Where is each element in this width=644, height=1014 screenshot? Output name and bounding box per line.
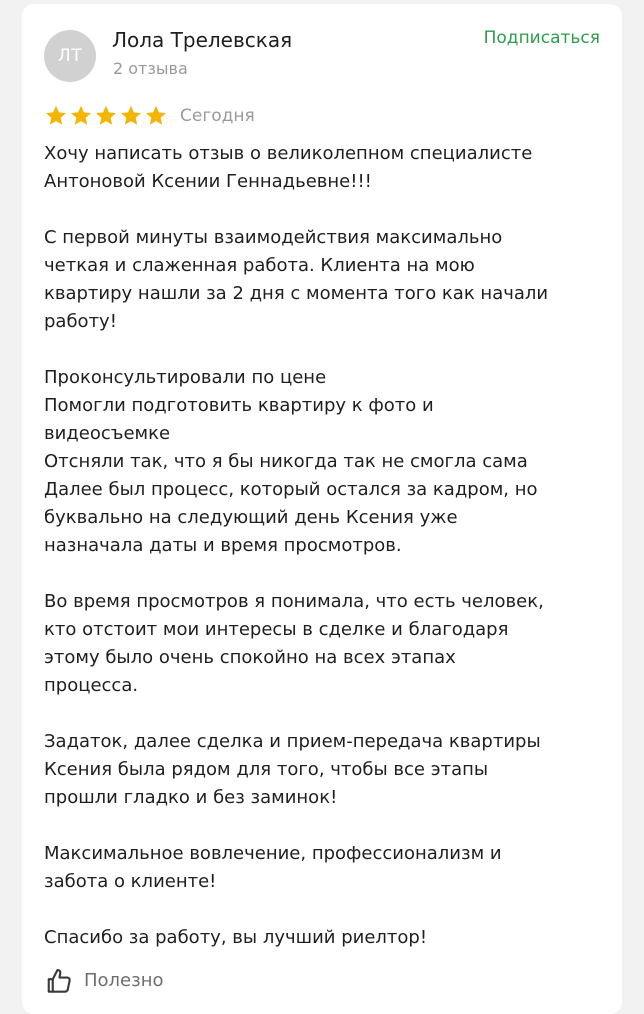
rating-stars (44, 104, 168, 128)
review-paragraph: С первой минуты взаимодействия максимально четкая и слаженная работа. Клиента на мою квартиру нашли за 2 дня с момента того как начали работу! (44, 227, 549, 332)
star-icon (44, 104, 68, 128)
review-paragraph: Максимальное вовлечение, профессионализм и забота о клиенте! (44, 843, 502, 892)
useful-button[interactable] (44, 966, 163, 996)
star-icon (69, 104, 93, 128)
thumbs-up-icon (44, 966, 74, 996)
useful-label: Полезно (84, 970, 164, 991)
review-paragraph: Хочу написать отзыв о великолепном специалисте Антоновой Ксении Геннадьевне!!! (44, 143, 533, 192)
review-paragraph: Во время просмотров я понимала, что есть человек, кто отстоит мои интересы в сделке и благодаря этому было очень спокойно на всех этапах процесса. (44, 591, 544, 696)
avatar[interactable] (44, 30, 96, 82)
rating-row (44, 102, 255, 130)
review-paragraph: Проконсультировали по цене Помогли подготовить квартиру к фото и видеосъемке Отсняли так, что я бы никогда так не смогла сама Далее был процесс, который остался за кадром, но буквально на следующий день Ксения уже назначала даты и время просмотров. (44, 367, 538, 556)
author-name[interactable]: Лола Трелевская (112, 28, 293, 52)
review-date: Сегодня (180, 106, 255, 126)
author-review-count: 2 отзыва (113, 59, 188, 78)
review-text (44, 140, 604, 980)
star-icon (119, 104, 143, 128)
review-paragraph: Спасибо за работу, вы лучший риелтор! (44, 927, 428, 948)
avatar-initials: ЛТ (57, 46, 83, 66)
star-icon (94, 104, 118, 128)
subscribe-button[interactable]: Подписаться (483, 28, 600, 48)
review-paragraph: Задаток, далее сделка и прием-передача квартиры Ксения была рядом для того, чтобы все этапы прошли гладко и без заминок! (44, 731, 541, 808)
star-icon (144, 104, 168, 128)
review-card (22, 4, 622, 1014)
